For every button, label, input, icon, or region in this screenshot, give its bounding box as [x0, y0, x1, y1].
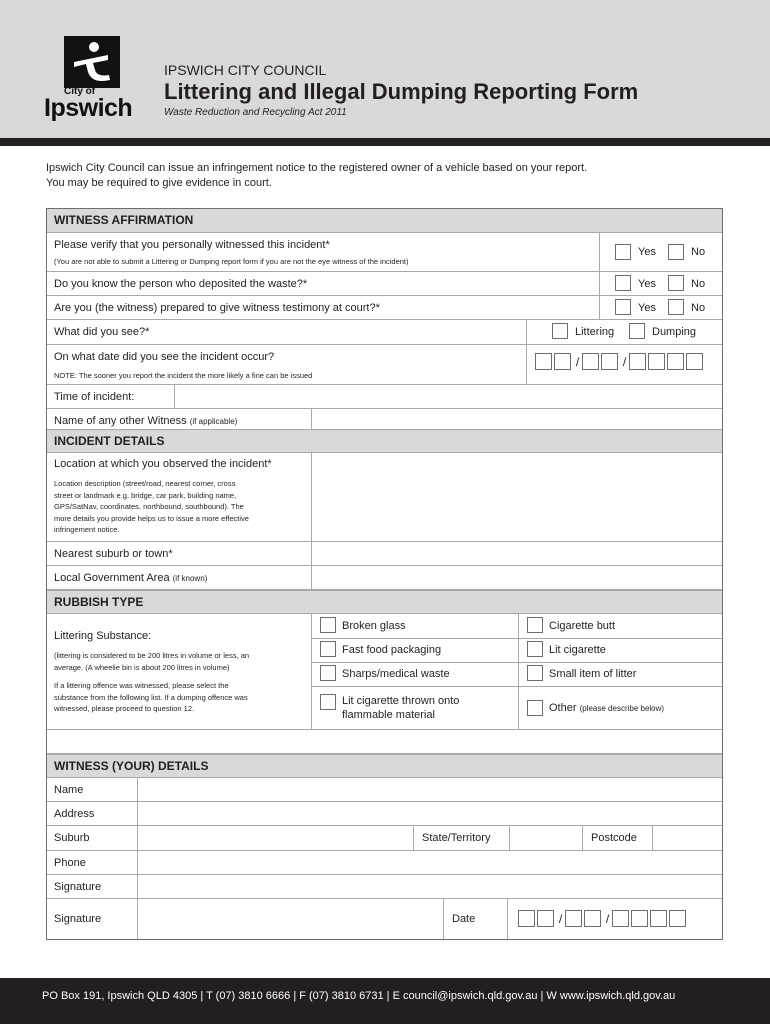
row-address — [47, 802, 722, 826]
lga-label — [54, 572, 207, 584]
other-label — [549, 702, 664, 714]
small-item-litter-checkbox[interactable] — [527, 665, 543, 681]
testimony-no-checkbox[interactable] — [668, 299, 684, 315]
lit-cigarette-flammable-checkbox[interactable] — [320, 694, 336, 710]
postcode-cell — [582, 826, 652, 850]
yes-no-cell — [599, 233, 722, 271]
form-title: Littering and Illegal Dumping Reporting Form — [164, 79, 639, 104]
signature-date-cell — [507, 899, 722, 939]
yes-label: Yes — [638, 302, 656, 314]
date-digit-box[interactable] — [669, 910, 686, 927]
littering-dumping-cell — [526, 320, 722, 344]
know-person-no-checkbox[interactable] — [668, 275, 684, 291]
date-digit-box[interactable] — [518, 910, 535, 927]
date-digit-box[interactable] — [582, 353, 599, 370]
section-witness-affirmation: WITNESS AFFIRMATION — [47, 209, 722, 233]
row-signature-date — [47, 899, 722, 939]
substance-note-line: witnessed, please proceed to question 12. — [54, 704, 195, 713]
no-label: No — [691, 278, 706, 290]
ipswich-i-logo-icon — [64, 36, 120, 88]
substance-note-instructions — [54, 680, 248, 715]
cigarette-butt-label: Cigarette butt — [549, 620, 616, 632]
date-digit-box[interactable] — [537, 910, 554, 927]
row-location — [47, 453, 722, 542]
section-witness-details: WITNESS (YOUR) DETAILS — [47, 754, 722, 778]
date-digit-box[interactable] — [612, 910, 629, 927]
know-person-yes-checkbox[interactable] — [615, 275, 631, 291]
nearest-suburb-label: Nearest suburb or town* — [54, 548, 173, 560]
other-witness-label — [54, 415, 237, 427]
other-checkbox[interactable] — [527, 700, 543, 716]
date-digit-box[interactable] — [601, 353, 618, 370]
location-desc-line: GPS/SatNav, coordinates, northbound, southbound). The — [54, 502, 244, 511]
date-digit-box[interactable] — [554, 353, 571, 370]
location-label: Location at which you observed the incident* — [54, 458, 272, 470]
q-witnessed-label: Please verify that you personally witnessed this incident* — [54, 239, 330, 251]
intro-line-2: You may be required to give evidence in court. — [46, 177, 272, 189]
row-what-seen — [47, 320, 722, 345]
row-nearest-suburb — [47, 542, 722, 566]
phone-input[interactable] — [137, 851, 722, 874]
row-testimony — [47, 296, 722, 320]
location-desc-line: more details you provide helps us to issue a more effective — [54, 513, 249, 523]
date-digit-box[interactable] — [535, 353, 552, 370]
yes-no-cell — [599, 272, 722, 295]
yes-label: Yes — [638, 246, 656, 258]
broken-glass-label: Broken glass — [342, 620, 406, 632]
date-digit-box[interactable] — [631, 910, 648, 927]
intro-line-1: Ipswich City Council can issue an infringement notice to the registered owner of a vehicle based on your report. — [46, 162, 588, 174]
state-input[interactable] — [509, 826, 582, 850]
signature-label: Signature — [54, 913, 102, 925]
date-digit-box[interactable] — [648, 353, 665, 370]
substance-note-line: (littering is considered to be 200 litres in volume or less, an — [54, 651, 250, 660]
location-desc-line: street or landmark e.g. bridge, car park, building name, — [54, 490, 237, 500]
yes-label: Yes — [638, 278, 656, 290]
q-know-person-label: Do you know the person who deposited the waste?* — [54, 278, 308, 290]
fast-food-packaging-label: Fast food packaging — [342, 644, 442, 656]
substance-note-line: If a littering offence was witnessed, please select the — [54, 681, 229, 690]
witnessed-no-checkbox[interactable] — [668, 244, 684, 260]
date-label-cell — [443, 899, 507, 939]
date-digit-box[interactable] — [686, 353, 703, 370]
other-witness-text: Name of any other Witness — [54, 415, 187, 427]
time-input[interactable] — [174, 385, 722, 408]
row-phone — [47, 851, 722, 875]
option-divider — [312, 638, 518, 639]
date-digit-box[interactable] — [650, 910, 667, 927]
date-cell — [526, 345, 722, 384]
signature-date-field — [518, 910, 688, 927]
option-divider — [519, 638, 722, 639]
nearest-suburb-input[interactable] — [311, 542, 722, 565]
row-littering-substance — [47, 614, 722, 730]
address-label: Address — [54, 808, 95, 820]
other-witness-note: (if applicable) — [189, 417, 238, 426]
name-input[interactable] — [137, 778, 722, 801]
logo-ipswich-text: Ipswich — [44, 94, 133, 122]
section-incident-details: INCIDENT DETAILS — [47, 429, 722, 453]
small-item-litter-label: Small item of litter — [549, 668, 637, 680]
footer-contact-bar: PO Box 191, Ipswich QLD 4305 | T (07) 3810 6666 | F (07) 3810 6731 | E council@ipswich.qld.gov.au | W www.ipswich.qld.gov.au — [0, 978, 770, 1024]
state-label: State/Territory — [422, 832, 491, 844]
incident-date-field — [535, 353, 705, 370]
header-rule — [0, 138, 770, 146]
option-divider — [519, 686, 722, 687]
section-rubbish-type: RUBBISH TYPE — [47, 590, 722, 614]
row-lga — [47, 566, 722, 590]
substance-note-line: average. (A wheelie bin is about 200 litres in volume) — [54, 662, 230, 672]
rubbish-options-right — [518, 614, 722, 729]
sharps-medical-waste-checkbox[interactable] — [320, 665, 336, 681]
phone-label: Phone — [54, 857, 86, 869]
broken-glass-checkbox[interactable] — [320, 617, 336, 633]
lga-note: (if known) — [172, 574, 208, 583]
suburb-input[interactable] — [137, 826, 413, 850]
lit-cigarette-flammable-line: Lit cigarette thrown onto — [342, 695, 460, 707]
row-know-person — [47, 272, 722, 296]
location-description — [54, 478, 249, 536]
intro-text — [46, 161, 587, 191]
rubbish-options-left — [311, 614, 518, 729]
no-label: No — [691, 246, 706, 258]
name-label: Name — [54, 784, 84, 796]
time-label: Time of incident: — [54, 391, 135, 403]
q-date-note: NOTE: The sooner you report the incident the more likely a fine can be issued — [54, 371, 313, 380]
option-divider — [519, 662, 722, 663]
date-digit-box[interactable] — [629, 353, 646, 370]
location-desc-line: Location description (street/road, nearest corner, cross — [54, 479, 236, 488]
logo-city-of-text: City of — [64, 86, 96, 97]
q-what-seen-label: What did you see?* — [54, 326, 150, 338]
row-suburb — [47, 826, 722, 851]
lit-cigarette-flammable-label — [342, 694, 459, 722]
signature-label: Signature — [54, 881, 102, 893]
date-separator: / — [605, 911, 610, 926]
location-input[interactable] — [311, 453, 722, 541]
city-of-ipswich-logo — [44, 36, 140, 122]
q-witnessed-note: (You are not able to submit a Littering or Dumping report form if you are not the eye witness of the incident) — [54, 257, 409, 266]
yes-no-cell — [599, 296, 722, 319]
substance-label: Littering Substance: — [54, 630, 152, 642]
testimony-yes-checkbox[interactable] — [615, 299, 631, 315]
row-time-of-incident — [47, 385, 722, 409]
dumping-label: Dumping — [652, 326, 697, 338]
date-separator: / — [575, 354, 580, 369]
other-text: Other — [549, 702, 577, 714]
no-label: No — [691, 302, 706, 314]
postcode-input[interactable] — [652, 826, 722, 850]
postcode-label: Postcode — [591, 832, 637, 844]
q-date-label: On what date did you see the incident occur? — [54, 351, 275, 363]
date-digit-box[interactable] — [565, 910, 582, 927]
lga-text: Local Government Area — [54, 572, 170, 584]
date-digit-box[interactable] — [584, 910, 601, 927]
reporting-form — [46, 208, 723, 940]
fast-food-packaging-checkbox[interactable] — [320, 641, 336, 657]
lga-input[interactable] — [311, 566, 722, 589]
signature-input[interactable] — [137, 875, 722, 898]
row-incident-date — [47, 345, 722, 385]
witnessed-yes-checkbox[interactable] — [615, 244, 631, 260]
dumping-checkbox[interactable] — [629, 323, 645, 339]
option-divider — [312, 686, 518, 687]
option-divider — [312, 662, 518, 663]
littering-label: Littering — [575, 326, 615, 338]
row-witnessed-incident — [47, 233, 722, 272]
sharps-medical-waste-label: Sharps/medical waste — [342, 668, 450, 680]
row-name — [47, 778, 722, 802]
row-signature-1 — [47, 875, 722, 899]
signature-input[interactable] — [137, 899, 443, 939]
littering-checkbox[interactable] — [552, 323, 568, 339]
date-separator: / — [558, 911, 563, 926]
substance-note-volume — [54, 650, 249, 673]
date-separator: / — [622, 354, 627, 369]
date-label: Date — [452, 913, 476, 925]
location-desc-line: infringement notice. — [54, 525, 120, 534]
header-band — [0, 0, 770, 138]
date-digit-box[interactable] — [667, 353, 684, 370]
act-subtitle: Waste Reduction and Recycling Act 2011 — [164, 107, 347, 118]
state-cell — [413, 826, 509, 850]
suburb-label: Suburb — [54, 832, 90, 844]
cigarette-butt-checkbox[interactable] — [527, 617, 543, 633]
lit-cigarette-checkbox[interactable] — [527, 641, 543, 657]
organisation-name: IPSWICH CITY COUNCIL — [164, 62, 327, 78]
q-testimony-label: Are you (the witness) prepared to give witness testimony at court?* — [54, 302, 380, 314]
lit-cigarette-label: Lit cigarette — [549, 644, 606, 656]
other-description-input[interactable] — [47, 730, 722, 754]
lit-cigarette-flammable-line: flammable material — [342, 709, 435, 721]
address-input[interactable] — [137, 802, 722, 825]
other-note: (please describe below) — [579, 704, 665, 713]
substance-note-line: substance from the following list. If a dumping offence was — [54, 692, 248, 702]
